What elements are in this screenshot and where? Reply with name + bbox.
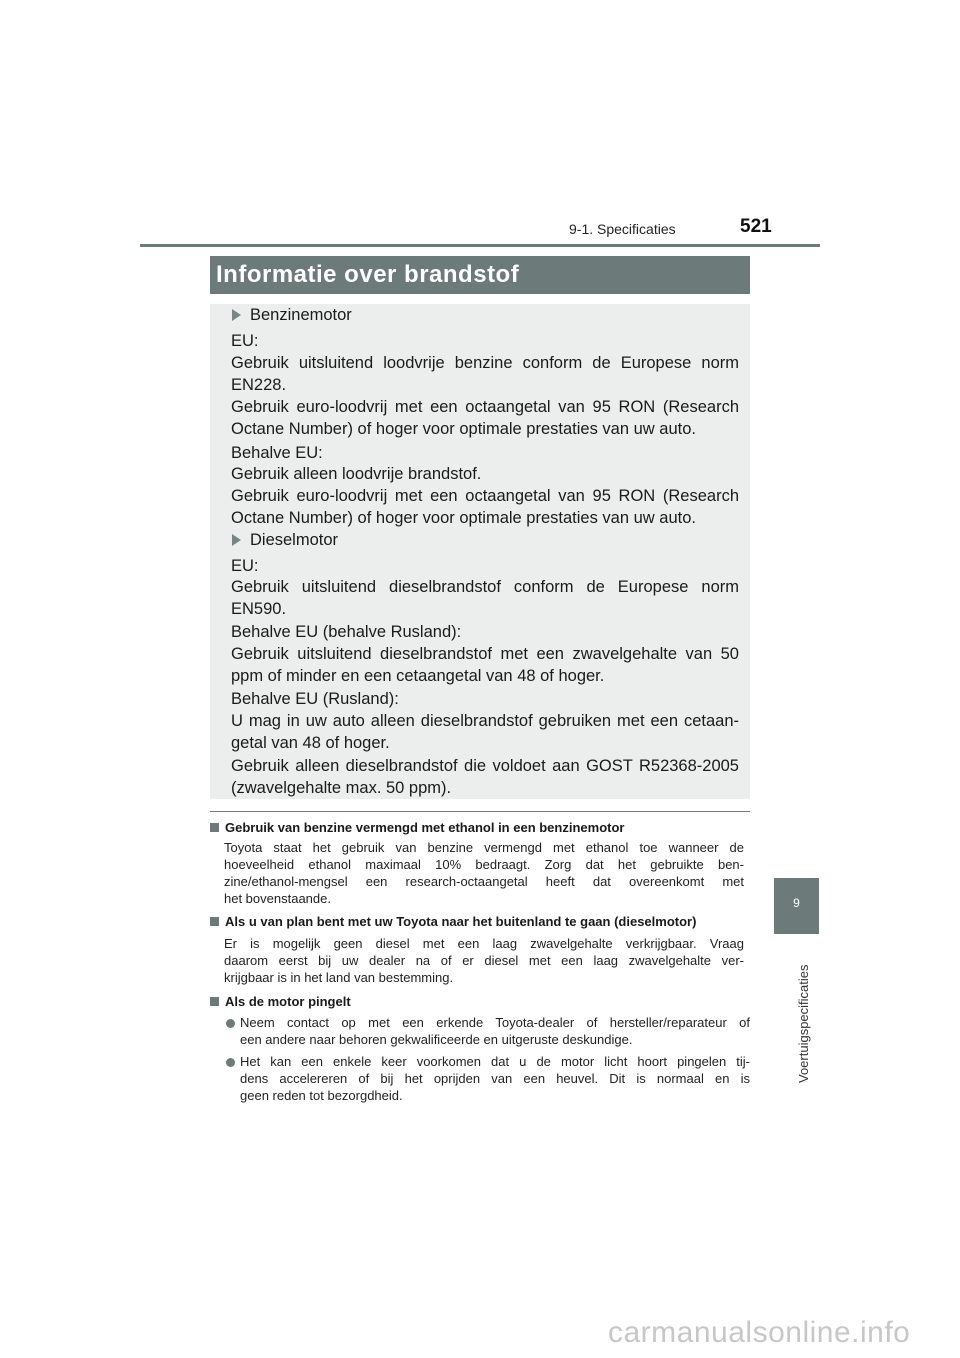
bullet-text-line: Neem contact op met een erkende Toyota-dealer of hersteller/reparateur of [240,1015,750,1030]
diesel-eu-text-line: EN590. [231,600,287,618]
note-heading-knocking [210,994,351,1009]
eu-text-line: EN228. [231,376,287,394]
diesel-eu-text-line: Gebruik uitsluitend dieselbrandstof conform de Europese norm [231,578,739,596]
note-text-line: zine/ethanol-mengsel een research-octaangetal heeft dat overeenkomt met [224,874,744,889]
note-text-line: Er is mogelijk geen diesel met een laag zwavelgehalte verkrijgbaar. Vraag [224,936,744,951]
header-divider [140,244,820,247]
diesel-russia-text-line: getal van 48 of hoger. [231,734,390,752]
square-bullet-icon [210,997,219,1006]
non-eu-label: Behalve EU: [231,444,323,462]
note-heading-text: Als u van plan bent met uw Toyota naar het buitenland te gaan (dieselmotor) [225,914,697,929]
box-divider [210,811,750,812]
note-heading-text: Als de motor pingelt [225,994,351,1009]
diesel-engine-heading [232,529,338,551]
diesel-russia-text-line: Gebruik alleen dieselbrandstof die voldoet aan GOST R52368-2005 [231,757,739,775]
chapter-side-label: Voertuigspecificaties [796,964,811,1083]
note-text-line: hoeveelheid ethanol maximaal 10% bedraagt. Zorg dat het gebruikte ben- [224,857,744,872]
non-eu-text-line: Gebruik euro-loodvrij met een octaangetal van 95 RON (Research [231,487,739,505]
arrow-right-icon [232,309,241,321]
arrow-right-icon [232,534,241,546]
petrol-engine-heading [232,304,352,326]
diesel-russia-text-line: U mag in uw auto alleen dieselbrandstof gebruiken met een cetaan- [231,712,739,730]
watermark: carmanualsonline.info [608,1316,911,1349]
eu-text-line: Gebruik euro-loodvrij met een octaangetal van 95 RON (Research [231,398,739,416]
non-eu-text-line: Gebruik alleen loodvrije brandstof. [231,465,482,483]
bullet-text-line: geen reden tot bezorgdheid. [240,1088,403,1103]
diesel-eu-label: EU: [231,557,259,575]
round-bullet-icon [226,1058,235,1067]
diesel-russia-label: Behalve EU (Rusland): [231,690,399,708]
note-heading-text: Gebruik van benzine vermengd met ethanol in een benzinemotor [225,820,625,835]
section-title: Informatie over brandstof [216,261,520,288]
bullet-text-line: Het kan een enkele keer voorkomen dat u de motor licht hoort pingelen tij- [240,1054,750,1069]
diesel-russia-text-line: (zwavelgehalte max. 50 ppm). [231,779,452,797]
non-eu-text-line: Octane Number) of hoger voor optimale prestaties van uw auto. [231,509,696,527]
petrol-engine-heading-text: Benzinemotor [250,306,352,324]
diesel-non-eu-text-line: ppm of minder en een cetaangetal van 48 of hoger. [231,667,605,685]
square-bullet-icon [210,823,219,832]
round-bullet-icon [226,1019,235,1028]
note-heading-abroad [210,914,696,929]
header-section-title: 9-1. Specificaties [569,221,676,237]
page-number: 521 [740,216,772,237]
bullet-text-line: dens accelereren of bij het oprijden van een heuvel. Dit is normaal en is [240,1071,750,1086]
eu-text-line: Octane Number) of hoger voor optimale prestaties van uw auto. [231,420,696,438]
note-text-line: daarom eerst bij uw dealer na of er diesel met een laag zwavelgehalte ver- [224,953,744,968]
diesel-engine-heading-text: Dieselmotor [250,531,339,549]
eu-label: EU: [231,332,259,350]
square-bullet-icon [210,917,219,926]
note-heading-ethanol [210,820,624,835]
bullet-text-line: een andere naar behoren gekwalificeerde en uitgeruste deskundige. [240,1032,633,1047]
diesel-non-eu-text-line: Gebruik uitsluitend dieselbrandstof met een zwavelgehalte van 50 [231,645,739,663]
eu-text-line: Gebruik uitsluitend loodvrije benzine conform de Europese norm [231,354,739,372]
diesel-non-eu-label: Behalve EU (behalve Rusland): [231,623,462,641]
note-text-line: krijgbaar is in het land van bestemming. [224,970,454,985]
note-text-line: het bovenstaande. [224,891,331,906]
note-text-line: Toyota staat het gebruik van benzine vermengd met ethanol toe wanneer de [224,840,744,855]
chapter-tab-number: 9 [793,896,800,910]
